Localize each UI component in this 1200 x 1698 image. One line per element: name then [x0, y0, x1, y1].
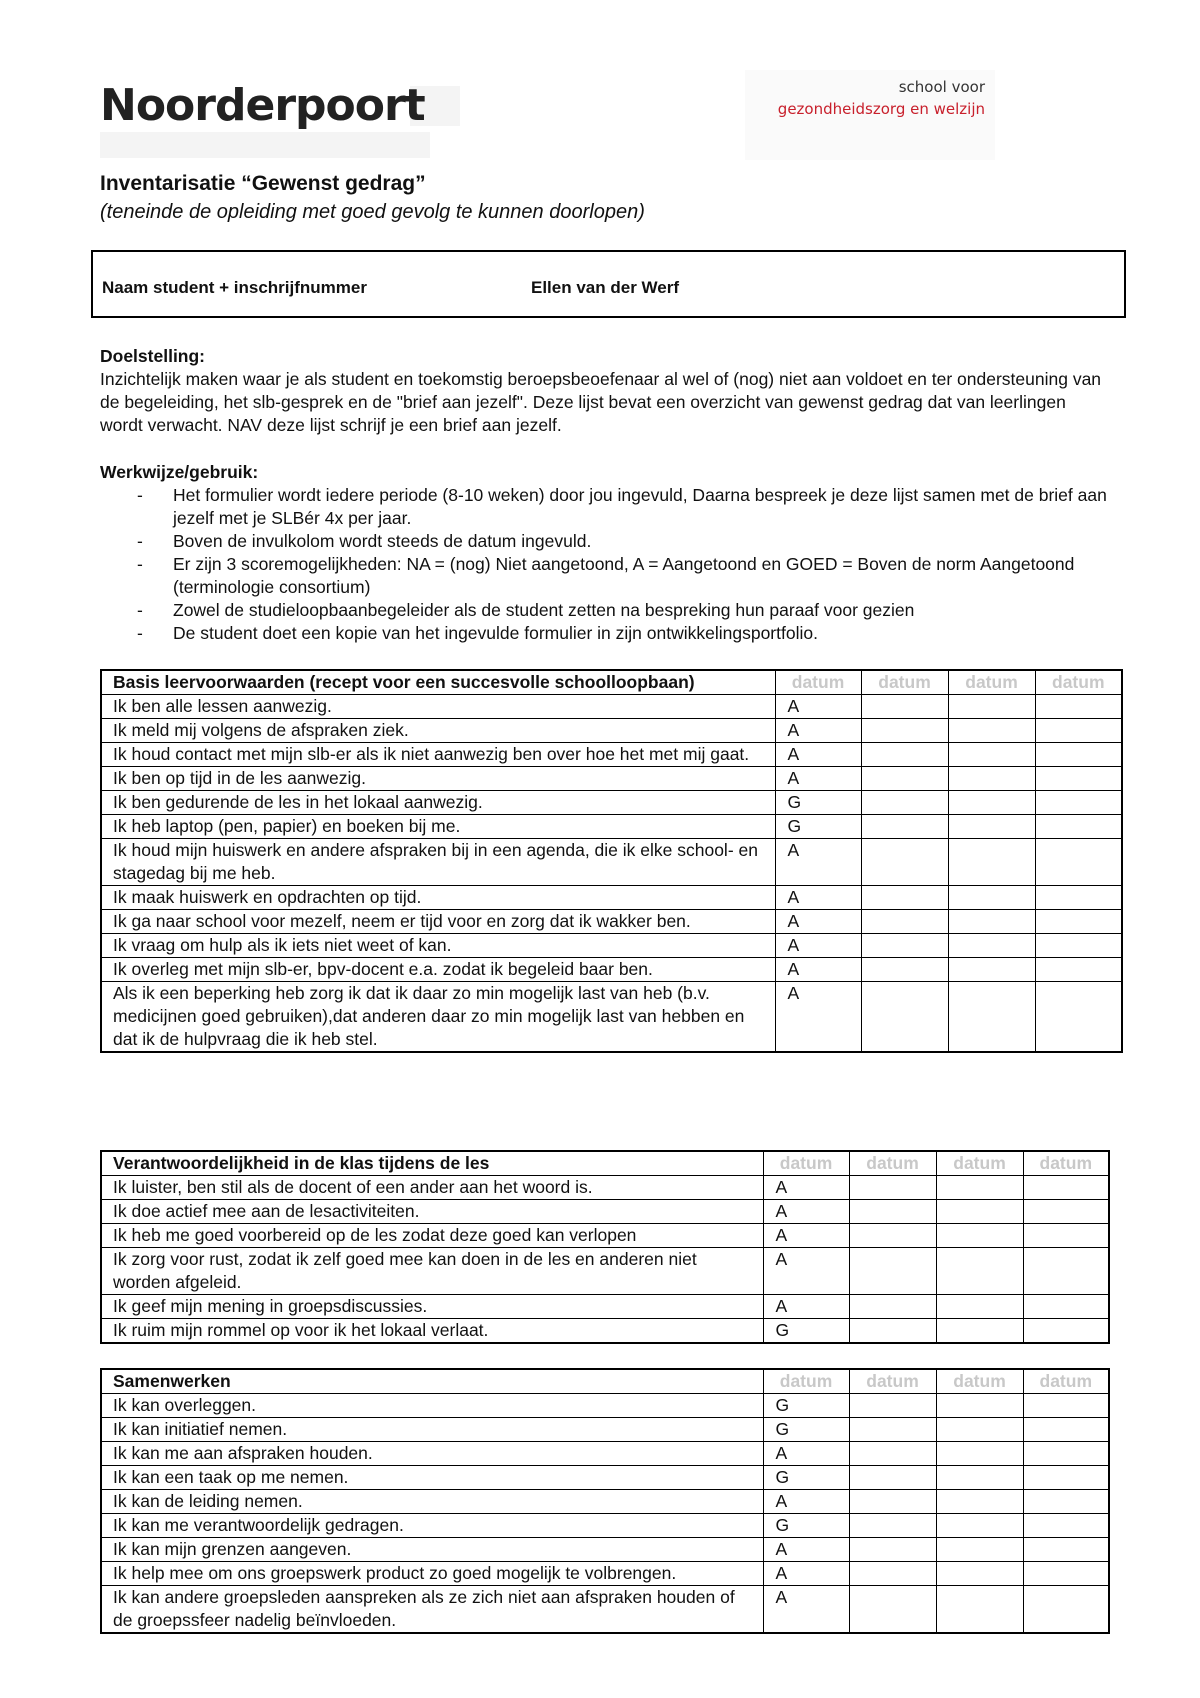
list-item-text: De student doet een kopie van het ingevulde formulier in zijn ontwikkelingsportfolio. — [173, 623, 818, 643]
score-cell[interactable]: A — [775, 695, 861, 719]
empty-score-cell[interactable] — [861, 910, 948, 934]
empty-score-cell[interactable] — [849, 1200, 936, 1224]
empty-score-cell[interactable] — [861, 767, 948, 791]
empty-score-cell[interactable] — [861, 815, 948, 839]
empty-score-cell[interactable] — [1023, 1418, 1109, 1442]
criterion-text: Ik kan initiatief nemen. — [101, 1418, 763, 1442]
empty-score-cell[interactable] — [1023, 1176, 1109, 1200]
datum-header: datum — [936, 1151, 1023, 1176]
doelstelling-heading: Doelstelling: — [100, 346, 206, 366]
score-cell[interactable]: A — [775, 934, 861, 958]
empty-score-cell[interactable] — [849, 1176, 936, 1200]
empty-score-cell[interactable] — [861, 791, 948, 815]
table-row — [101, 934, 1122, 958]
student-name-label: Naam student + inschrijfnummer — [102, 278, 367, 297]
table-row — [101, 1418, 1109, 1442]
score-cell[interactable]: A — [763, 1295, 849, 1319]
document-subtitle: (teneinde de opleiding met goed gevolg te kunnen doorlopen) — [100, 201, 645, 223]
empty-score-cell[interactable] — [936, 1224, 1023, 1248]
empty-score-cell[interactable] — [1035, 958, 1122, 982]
score-cell[interactable]: G — [763, 1418, 849, 1442]
list-item — [100, 530, 1110, 553]
school-logo — [745, 70, 995, 160]
score-cell[interactable]: G — [763, 1514, 849, 1538]
empty-score-cell[interactable] — [1035, 839, 1122, 886]
list-item-text: Zowel de studieloopbaanbegeleider als de student zetten na bespreking hun paraaf voor gezien — [173, 600, 915, 620]
score-cell[interactable]: A — [775, 743, 861, 767]
logo-brand-text: Noorderpoort — [100, 80, 425, 131]
table-row — [101, 1295, 1109, 1319]
table-row — [101, 1442, 1109, 1466]
table-row — [101, 1319, 1109, 1344]
criterion-text: Ik kan andere groepsleden aanspreken als ze zich niet aan afspraken houden of de groepssfeer nadelig beïnvloeden. — [101, 1586, 763, 1634]
table-row — [101, 1490, 1109, 1514]
table-samenwerken — [100, 1368, 1110, 1634]
werkwijze-list — [100, 484, 1110, 645]
score-cell[interactable]: G — [763, 1394, 849, 1418]
noorderpoort-logo — [100, 80, 430, 160]
empty-score-cell[interactable] — [849, 1586, 936, 1634]
empty-score-cell[interactable] — [849, 1319, 936, 1344]
list-item — [100, 484, 1110, 530]
list-item-text: Boven de invulkolom wordt steeds de datum ingevuld. — [173, 531, 592, 551]
empty-score-cell[interactable] — [948, 695, 1035, 719]
table-row — [101, 719, 1122, 743]
criterion-text: Ik help mee om ons groepswerk product zo goed mogelijk te volbrengen. — [101, 1562, 763, 1586]
criterion-text: Ik ben op tijd in de les aanwezig. — [101, 767, 775, 791]
empty-score-cell[interactable] — [1035, 743, 1122, 767]
empty-score-cell[interactable] — [1035, 767, 1122, 791]
empty-score-cell[interactable] — [936, 1490, 1023, 1514]
empty-score-cell[interactable] — [861, 695, 948, 719]
criterion-text: Ik ben alle lessen aanwezig. — [101, 695, 775, 719]
table-row — [101, 1586, 1109, 1634]
dash-bullet: - — [137, 531, 143, 551]
table-row — [101, 958, 1122, 982]
score-cell[interactable]: A — [763, 1586, 849, 1634]
empty-score-cell[interactable] — [1023, 1562, 1109, 1586]
criterion-text: Ik ruim mijn rommel op voor ik het lokaal verlaat. — [101, 1319, 763, 1344]
empty-score-cell[interactable] — [936, 1466, 1023, 1490]
criterion-text: Ik luister, ben stil als de docent of een ander aan het woord is. — [101, 1176, 763, 1200]
table-header-row — [101, 670, 1122, 695]
empty-score-cell[interactable] — [1023, 1224, 1109, 1248]
empty-score-cell[interactable] — [948, 743, 1035, 767]
empty-score-cell[interactable] — [1035, 982, 1122, 1053]
list-item — [100, 622, 1110, 645]
datum-header: datum — [849, 1369, 936, 1394]
empty-score-cell[interactable] — [861, 886, 948, 910]
school-logo-line1: school voor — [898, 78, 985, 96]
empty-score-cell[interactable] — [1023, 1490, 1109, 1514]
criterion-text: Ik zorg voor rust, zodat ik zelf goed mee kan doen in de les en anderen niet worden afgeleid. — [101, 1248, 763, 1295]
dash-bullet: - — [137, 554, 143, 574]
empty-score-cell[interactable] — [1035, 886, 1122, 910]
score-cell[interactable]: A — [763, 1442, 849, 1466]
empty-score-cell[interactable] — [849, 1466, 936, 1490]
score-cell[interactable]: G — [775, 791, 861, 815]
empty-score-cell[interactable] — [936, 1394, 1023, 1418]
werkwijze-heading: Werkwijze/gebruik: — [100, 462, 259, 482]
table-row — [101, 1394, 1109, 1418]
empty-score-cell[interactable] — [1035, 695, 1122, 719]
datum-header: datum — [775, 670, 861, 695]
empty-score-cell[interactable] — [948, 791, 1035, 815]
datum-header: datum — [936, 1369, 1023, 1394]
empty-score-cell[interactable] — [1035, 934, 1122, 958]
empty-score-cell[interactable] — [948, 910, 1035, 934]
doelstelling-section — [100, 345, 1110, 437]
empty-score-cell[interactable] — [849, 1248, 936, 1295]
empty-score-cell[interactable] — [936, 1200, 1023, 1224]
table-row — [101, 695, 1122, 719]
empty-score-cell[interactable] — [948, 982, 1035, 1053]
table-row — [101, 743, 1122, 767]
table-basis-leervoorwaarden — [100, 669, 1123, 1053]
datum-header: datum — [849, 1151, 936, 1176]
table-row — [101, 839, 1122, 886]
empty-score-cell[interactable] — [936, 1295, 1023, 1319]
table-heading: Samenwerken — [101, 1369, 763, 1394]
table-row — [101, 1466, 1109, 1490]
table-row — [101, 1176, 1109, 1200]
score-cell[interactable]: A — [763, 1490, 849, 1514]
list-item — [100, 553, 1110, 599]
table-row — [101, 1562, 1109, 1586]
table-row — [101, 767, 1122, 791]
empty-score-cell[interactable] — [936, 1442, 1023, 1466]
empty-score-cell[interactable] — [861, 839, 948, 886]
empty-score-cell[interactable] — [1023, 1538, 1109, 1562]
table-row — [101, 1248, 1109, 1295]
criterion-text: Ik vraag om hulp als ik iets niet weet of kan. — [101, 934, 775, 958]
datum-header: datum — [1035, 670, 1122, 695]
empty-score-cell[interactable] — [1023, 1248, 1109, 1295]
empty-score-cell[interactable] — [936, 1562, 1023, 1586]
dash-bullet: - — [137, 600, 143, 620]
criterion-text: Ik maak huiswerk en opdrachten op tijd. — [101, 886, 775, 910]
table-row — [101, 982, 1122, 1053]
criterion-text: Ik houd mijn huiswerk en andere afspraken bij in een agenda, die ik elke school- en stagedag bij me heb. — [101, 839, 775, 886]
score-cell[interactable]: A — [763, 1176, 849, 1200]
list-item — [100, 599, 1110, 622]
datum-header: datum — [1023, 1369, 1109, 1394]
empty-score-cell[interactable] — [936, 1514, 1023, 1538]
empty-score-cell[interactable] — [861, 958, 948, 982]
table-row — [101, 791, 1122, 815]
score-cell[interactable]: G — [763, 1466, 849, 1490]
empty-score-cell[interactable] — [849, 1514, 936, 1538]
empty-score-cell[interactable] — [1035, 791, 1122, 815]
empty-score-cell[interactable] — [936, 1418, 1023, 1442]
student-name-box — [91, 250, 1126, 318]
empty-score-cell[interactable] — [936, 1319, 1023, 1344]
empty-score-cell[interactable] — [1035, 910, 1122, 934]
criterion-text: Ik geef mijn mening in groepsdiscussies. — [101, 1295, 763, 1319]
datum-header: datum — [948, 670, 1035, 695]
criterion-text: Ik kan de leiding nemen. — [101, 1490, 763, 1514]
empty-score-cell[interactable] — [1023, 1200, 1109, 1224]
empty-score-cell[interactable] — [948, 767, 1035, 791]
empty-score-cell[interactable] — [849, 1538, 936, 1562]
criterion-text: Ik ben gedurende de les in het lokaal aanwezig. — [101, 791, 775, 815]
score-cell[interactable]: A — [775, 839, 861, 886]
score-cell[interactable]: A — [775, 982, 861, 1053]
score-cell[interactable]: A — [775, 910, 861, 934]
empty-score-cell[interactable] — [948, 815, 1035, 839]
score-cell[interactable]: A — [763, 1538, 849, 1562]
criterion-text: Ik overleg met mijn slb-er, bpv-docent e.a. zodat ik begeleid baar ben. — [101, 958, 775, 982]
empty-score-cell[interactable] — [849, 1490, 936, 1514]
empty-score-cell[interactable] — [861, 934, 948, 958]
school-logo-line2: gezondheidszorg en welzijn — [777, 100, 985, 118]
list-item-text: Er zijn 3 scoremogelijkheden: NA = (nog) Niet aangetoond, A = Aangetoond en GOED = Boven de norm Aangetoond (terminologie consortium) — [173, 554, 1075, 597]
empty-score-cell[interactable] — [1023, 1319, 1109, 1344]
empty-score-cell[interactable] — [861, 982, 948, 1053]
empty-score-cell[interactable] — [1023, 1394, 1109, 1418]
empty-score-cell[interactable] — [936, 1176, 1023, 1200]
student-name-value: Ellen van der Werf — [531, 278, 680, 297]
empty-score-cell[interactable] — [849, 1418, 936, 1442]
criterion-text: Ik meld mij volgens de afspraken ziek. — [101, 719, 775, 743]
empty-score-cell[interactable] — [948, 886, 1035, 910]
score-cell[interactable]: A — [763, 1248, 849, 1295]
empty-score-cell[interactable] — [1023, 1514, 1109, 1538]
table-row — [101, 1224, 1109, 1248]
score-cell[interactable]: G — [775, 815, 861, 839]
criterion-text: Ik kan een taak op me nemen. — [101, 1466, 763, 1490]
empty-score-cell[interactable] — [936, 1586, 1023, 1634]
empty-score-cell[interactable] — [849, 1562, 936, 1586]
table-row — [101, 815, 1122, 839]
score-cell[interactable]: A — [763, 1224, 849, 1248]
empty-score-cell[interactable] — [849, 1442, 936, 1466]
table-row — [101, 1200, 1109, 1224]
empty-score-cell[interactable] — [948, 719, 1035, 743]
empty-score-cell[interactable] — [861, 719, 948, 743]
empty-score-cell[interactable] — [849, 1224, 936, 1248]
empty-score-cell[interactable] — [1035, 815, 1122, 839]
score-cell[interactable]: A — [763, 1562, 849, 1586]
empty-score-cell[interactable] — [1023, 1295, 1109, 1319]
dash-bullet: - — [137, 485, 143, 505]
table-header-row — [101, 1151, 1109, 1176]
empty-score-cell[interactable] — [849, 1295, 936, 1319]
empty-score-cell[interactable] — [936, 1248, 1023, 1295]
criterion-text: Ik kan me aan afspraken houden. — [101, 1442, 763, 1466]
datum-header: datum — [861, 670, 948, 695]
criterion-text: Ik ga naar school voor mezelf, neem er tijd voor en zorg dat ik wakker ben. — [101, 910, 775, 934]
empty-score-cell[interactable] — [861, 743, 948, 767]
criterion-text: Ik kan me verantwoordelijk gedragen. — [101, 1514, 763, 1538]
empty-score-cell[interactable] — [849, 1394, 936, 1418]
empty-score-cell[interactable] — [1035, 719, 1122, 743]
table-row — [101, 1514, 1109, 1538]
criterion-text: Ik heb me goed voorbereid op de les zodat deze goed kan verlopen — [101, 1224, 763, 1248]
table-header-row — [101, 1369, 1109, 1394]
criterion-text: Ik heb laptop (pen, papier) en boeken bij me. — [101, 815, 775, 839]
list-item-text: Het formulier wordt iedere periode (8-10 weken) door jou ingevuld, Daarna bespreek je deze lijst samen met de brief aan jezelf met je SLBér 4x per jaar. — [173, 485, 1107, 528]
table-heading: Basis leervoorwaarden (recept voor een succesvolle schoolloopbaan) — [101, 670, 775, 695]
table-row — [101, 886, 1122, 910]
datum-header: datum — [763, 1369, 849, 1394]
criterion-text: Ik kan mijn grenzen aangeven. — [101, 1538, 763, 1562]
score-cell[interactable]: A — [763, 1200, 849, 1224]
table-row — [101, 1538, 1109, 1562]
score-cell[interactable]: A — [775, 958, 861, 982]
empty-score-cell[interactable] — [1023, 1466, 1109, 1490]
criterion-text: Ik kan overleggen. — [101, 1394, 763, 1418]
empty-score-cell[interactable] — [1023, 1442, 1109, 1466]
empty-score-cell[interactable] — [1023, 1586, 1109, 1634]
table-row — [101, 910, 1122, 934]
werkwijze-section — [100, 461, 1110, 645]
dash-bullet: - — [137, 623, 143, 643]
document-title: Inventarisatie “Gewenst gedrag” — [100, 172, 426, 195]
empty-score-cell[interactable] — [948, 839, 1035, 886]
doelstelling-text: Inzichtelijk maken waar je als student en toekomstig beroepsbeoefenaar al wel of (nog) niet aan voldoet en ter ondersteuning van de begeleiding, het slb-gesprek en de "brief aan jezelf". Deze lijst bevat een overzicht van gewenst gedrag dat van leerlingen wordt verwacht. NAV deze lijst schrijf je een brief aan jezelf. — [100, 369, 1102, 435]
score-cell[interactable]: A — [775, 767, 861, 791]
empty-score-cell[interactable] — [948, 934, 1035, 958]
datum-header: datum — [1023, 1151, 1109, 1176]
score-cell[interactable]: A — [775, 886, 861, 910]
criterion-text: Als ik een beperking heb zorg ik dat ik daar zo min mogelijk last van heb (b.v. medicijnen goed gebruiken),dat anderen daar zo min mogelijk last van hebben en dat ik de hulpvraag die ik heb stel. — [101, 982, 775, 1053]
logo-backdrop — [100, 132, 430, 158]
table-verantwoordelijkheid — [100, 1150, 1110, 1344]
datum-header: datum — [763, 1151, 849, 1176]
table-heading: Verantwoordelijkheid in de klas tijdens de les — [101, 1151, 763, 1176]
empty-score-cell[interactable] — [936, 1538, 1023, 1562]
criterion-text: Ik houd contact met mijn slb-er als ik niet aanwezig ben over hoe het met mij gaat. — [101, 743, 775, 767]
score-cell[interactable]: A — [775, 719, 861, 743]
score-cell[interactable]: G — [763, 1319, 849, 1344]
criterion-text: Ik doe actief mee aan de lesactiviteiten. — [101, 1200, 763, 1224]
empty-score-cell[interactable] — [948, 958, 1035, 982]
